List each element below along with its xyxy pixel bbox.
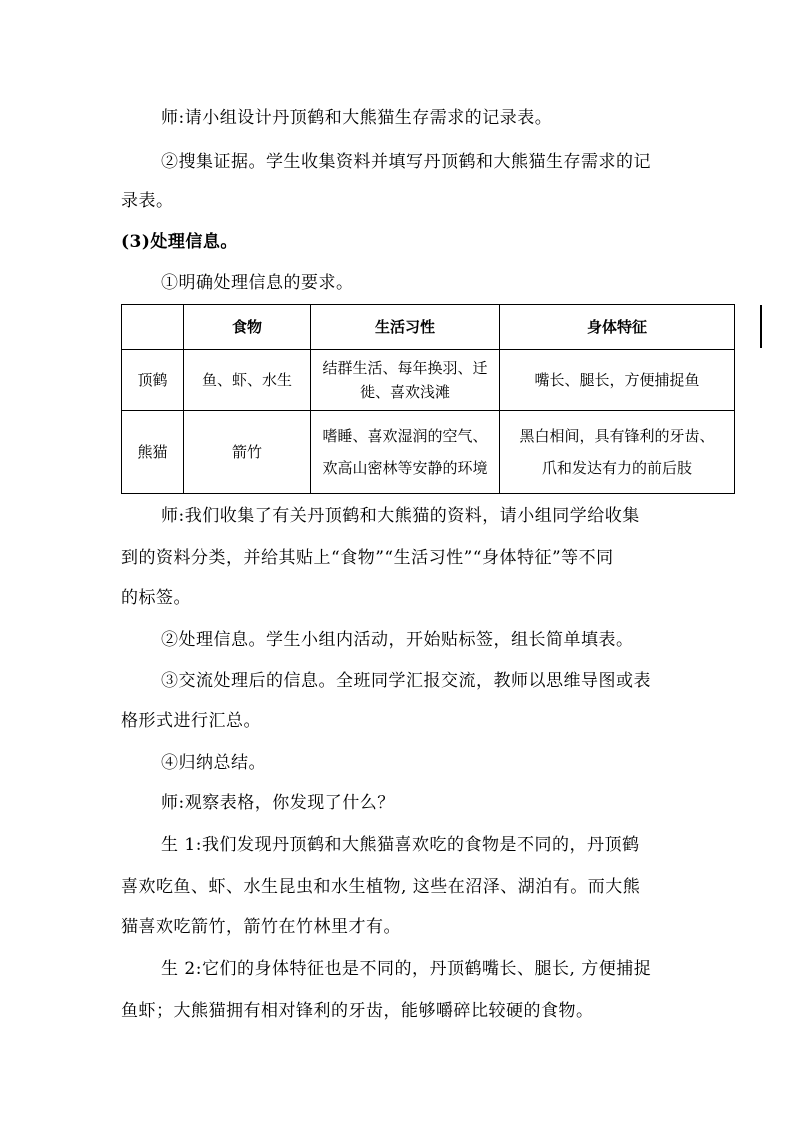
paragraph-student-2-cont: 鱼虾；大熊猫拥有相对锋利的牙齿，能够嚼碎比较硬的食物。 [121, 1001, 594, 1021]
table-cell-habit-line: 徙、喜欢浅滩 [359, 383, 450, 401]
section-heading-process-info: (3)处理信息。 [121, 232, 238, 252]
table-cell-animal: 顶鹤 [122, 350, 184, 411]
table-cell-animal: 熊猫 [122, 411, 184, 494]
paragraph-student-2: 生 2:它们的身体特征也是不同的，丹顶鹤嘴长、腿长, 方便捕捉 [161, 959, 652, 979]
table-cell-body [500, 411, 735, 494]
table-cell-body-line: 爪和发达有力的前后肢 [541, 459, 692, 477]
table-cell-food: 箭竹 [184, 411, 311, 494]
paragraph-teacher-classify-cont: 的标签。 [121, 588, 191, 608]
paragraph-teacher-classify-cont: 到的资料分类，并给其贴上“食物”“生活习性”“身体特征”等不同 [121, 548, 614, 568]
table-header-cell: 食物 [184, 305, 311, 350]
table-cell-food: 鱼、虾、水生 [184, 350, 311, 411]
table-cell-body-line: 嘴长、腿长，方便捕捉鱼 [534, 371, 700, 389]
table-cell-body [500, 350, 735, 411]
paragraph-student-1-cont: 猫喜欢吃箭竹，箭竹在竹林里才有。 [121, 917, 401, 937]
paragraph-teacher-classify: 师:我们收集了有关丹顶鹤和大熊猫的资料，请小组同学给收集 [161, 506, 640, 526]
table-header-cell: 身体特征 [500, 305, 735, 350]
paragraph-collect-evidence: ②搜集证据。学生收集资料并填写丹顶鹤和大熊猫生存需求的记 [161, 152, 651, 172]
paragraph-clarify-requirements: ①明确处理信息的要求。 [161, 273, 354, 293]
table-header-row [122, 305, 735, 350]
table-row [122, 350, 735, 411]
table-cell-habit-line: 嗜睡、喜欢湿润的空气、 [322, 427, 488, 445]
table-header-cell: 生活习性 [311, 305, 500, 350]
table-cell-habit-line: 欢高山密林等安静的环境 [322, 459, 488, 477]
paragraph-summary: ④归纳总结。 [161, 753, 266, 773]
paragraph-exchange-info-cont: 格形式进行汇总。 [121, 711, 261, 731]
paragraph-exchange-info: ③交流处理后的信息。全班同学汇报交流，教师以思维导图或表 [161, 671, 651, 691]
table-cell-habit-line: 结群生活、每年换羽、迁 [322, 359, 488, 377]
paragraph-student-1: 生 1:我们发现丹顶鹤和大熊猫喜欢吃的食物是不同的，丹顶鹤 [161, 835, 640, 855]
margin-mark [760, 305, 762, 348]
table-cell-habit [311, 350, 500, 411]
table-cell-body-line: 黑白相间，具有锋利的牙齿、 [519, 427, 715, 445]
paragraph-teacher-design: 师:请小组设计丹顶鹤和大熊猫生存需求的记录表。 [161, 108, 553, 128]
table-row [122, 411, 735, 494]
paragraph-teacher-observe: 师:观察表格，你发现了什么？ [161, 793, 395, 813]
paragraph-process-info: ②处理信息。学生小组内活动，开始贴标签，组长简单填表。 [161, 630, 634, 650]
table-header-cell [122, 305, 184, 350]
table-cell-habit [311, 411, 500, 494]
survival-needs-table [121, 304, 735, 494]
paragraph-collect-evidence-cont: 录表。 [121, 191, 174, 211]
paragraph-student-1-cont: 喜欢吃鱼、虾、水生昆虫和水生植物, 这些在沼泽、湖泊有。而大熊 [121, 877, 641, 897]
